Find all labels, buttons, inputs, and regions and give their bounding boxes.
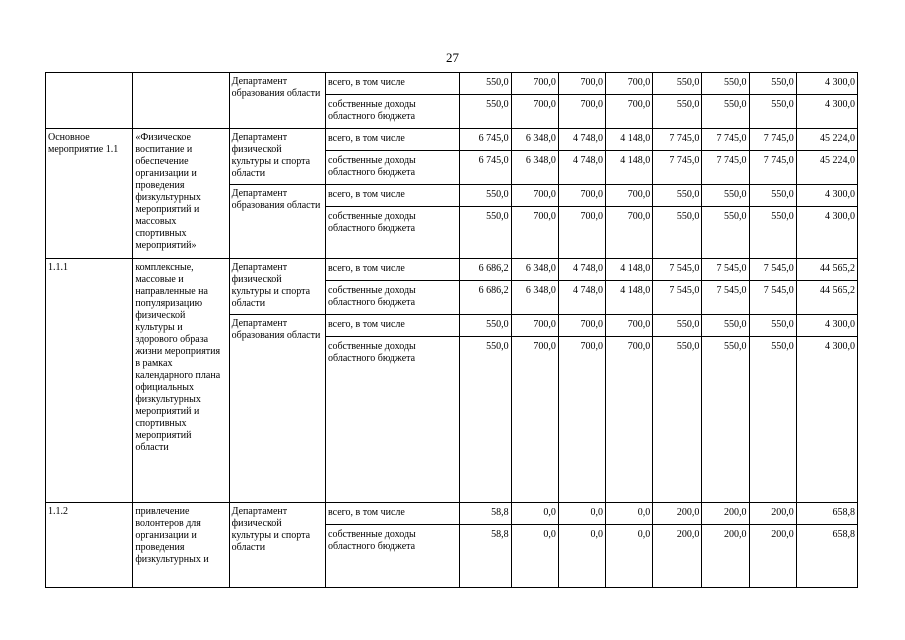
cell-value: 700,0 (606, 315, 653, 337)
cell-value: 700,0 (511, 185, 558, 207)
cell-value: 550,0 (653, 315, 702, 337)
cell-value: 550,0 (460, 315, 511, 337)
cell-value: 200,0 (702, 525, 749, 588)
cell-value: 550,0 (702, 73, 749, 95)
cell-label-own: собственные доходы областного бюджета (326, 95, 460, 129)
cell-name: «Физическое воспитание и обеспечение организации и проведения физкультурных мероприятий и массовых спортивных мероприятий» (133, 129, 229, 259)
table-row (46, 259, 858, 281)
cell-value: 550,0 (653, 73, 702, 95)
cell-value: 700,0 (558, 315, 605, 337)
page-number: 27 (446, 50, 459, 65)
cell-value: 4 148,0 (606, 259, 653, 281)
cell-total: 4 300,0 (796, 185, 857, 207)
cell-department: Департамент образования области (229, 185, 325, 259)
table-body (46, 73, 858, 588)
cell-value: 7 545,0 (653, 259, 702, 281)
cell-label-own: собственные доходы областного бюджета (326, 525, 460, 588)
cell-label-total: всего, в том числе (326, 503, 460, 525)
cell-value: 0,0 (511, 525, 558, 588)
cell-value: 7 745,0 (749, 129, 796, 151)
cell-value: 550,0 (702, 315, 749, 337)
cell-value: 550,0 (653, 207, 702, 259)
cell-department: Департамент образования области (229, 73, 325, 129)
cell-label-total: всего, в том числе (326, 73, 460, 95)
cell-value: 550,0 (653, 185, 702, 207)
cell-total: 4 300,0 (796, 337, 857, 503)
cell-value: 6 745,0 (460, 151, 511, 185)
cell-value: 550,0 (749, 95, 796, 129)
cell-label-total: всего, в том числе (326, 315, 460, 337)
cell-label-total: всего, в том числе (326, 259, 460, 281)
cell-value: 550,0 (460, 95, 511, 129)
cell-value: 6 348,0 (511, 129, 558, 151)
cell-value: 700,0 (558, 337, 605, 503)
cell-total: 4 300,0 (796, 315, 857, 337)
budget-table (45, 72, 858, 588)
cell-total: 4 300,0 (796, 95, 857, 129)
cell-department: Департамент образования области (229, 315, 325, 503)
cell-value: 550,0 (460, 337, 511, 503)
cell-value: 0,0 (511, 503, 558, 525)
cell-name: привлечение волонтеров для организации и проведения физкультурных и (133, 503, 229, 588)
table-row (46, 129, 858, 151)
cell-department: Департамент физической культуры и спорта области (229, 503, 325, 588)
cell-value: 700,0 (558, 95, 605, 129)
cell-value: 4 748,0 (558, 281, 605, 315)
cell-department: Департамент физической культуры и спорта области (229, 259, 325, 315)
cell-value: 700,0 (511, 207, 558, 259)
cell-value: 7 745,0 (653, 151, 702, 185)
cell-name: комплексные, массовые и направленные на популяризацию физической культуры и здорового образа жизни мероприятия в рамках календарного плана официальных физкультурных мероприятий и спортивных мероприятий области (133, 259, 229, 503)
cell-value: 4 748,0 (558, 129, 605, 151)
cell-value: 0,0 (558, 503, 605, 525)
cell-value: 700,0 (558, 185, 605, 207)
cell-value: 550,0 (653, 337, 702, 503)
cell-value: 700,0 (511, 337, 558, 503)
cell-code-empty (46, 73, 133, 129)
cell-value: 6 686,2 (460, 259, 511, 281)
cell-value: 700,0 (606, 73, 653, 95)
cell-value: 550,0 (749, 73, 796, 95)
cell-value: 6 348,0 (511, 151, 558, 185)
cell-value: 700,0 (511, 73, 558, 95)
cell-value: 550,0 (749, 207, 796, 259)
cell-value: 550,0 (749, 185, 796, 207)
cell-label-total: всего, в том числе (326, 185, 460, 207)
cell-value: 700,0 (606, 95, 653, 129)
cell-code: 1.1.1 (46, 259, 133, 503)
cell-total: 45 224,0 (796, 129, 857, 151)
cell-value: 0,0 (606, 525, 653, 588)
cell-value: 7 545,0 (749, 281, 796, 315)
cell-value: 550,0 (702, 337, 749, 503)
cell-value: 7 745,0 (653, 129, 702, 151)
cell-value: 7 545,0 (653, 281, 702, 315)
cell-value: 200,0 (749, 525, 796, 588)
cell-value: 4 148,0 (606, 129, 653, 151)
cell-total: 4 300,0 (796, 207, 857, 259)
cell-value: 7 545,0 (702, 259, 749, 281)
cell-value: 550,0 (702, 95, 749, 129)
cell-value: 58,8 (460, 525, 511, 588)
cell-value: 550,0 (653, 95, 702, 129)
cell-value: 6 745,0 (460, 129, 511, 151)
cell-value: 200,0 (749, 503, 796, 525)
cell-value: 0,0 (606, 503, 653, 525)
cell-code: 1.1.2 (46, 503, 133, 588)
cell-value: 7 545,0 (749, 259, 796, 281)
table-row (46, 73, 858, 95)
cell-label-own: собственные доходы областного бюджета (326, 207, 460, 259)
cell-total: 658,8 (796, 503, 857, 525)
cell-value: 550,0 (702, 185, 749, 207)
cell-name-empty (133, 73, 229, 129)
cell-label-own: собственные доходы областного бюджета (326, 281, 460, 315)
cell-value: 700,0 (606, 337, 653, 503)
cell-value: 700,0 (511, 315, 558, 337)
cell-value: 700,0 (606, 185, 653, 207)
cell-value: 550,0 (749, 337, 796, 503)
cell-value: 550,0 (460, 207, 511, 259)
cell-total: 44 565,2 (796, 281, 857, 315)
cell-value: 6 686,2 (460, 281, 511, 315)
cell-value: 4 748,0 (558, 259, 605, 281)
cell-value: 7 745,0 (702, 151, 749, 185)
cell-value: 4 148,0 (606, 281, 653, 315)
cell-total: 658,8 (796, 525, 857, 588)
cell-value: 700,0 (558, 73, 605, 95)
cell-label-total: всего, в том числе (326, 129, 460, 151)
cell-value: 550,0 (460, 185, 511, 207)
table-row (46, 503, 858, 525)
cell-value: 7 745,0 (749, 151, 796, 185)
cell-value: 4 148,0 (606, 151, 653, 185)
cell-value: 550,0 (460, 73, 511, 95)
cell-value: 58,8 (460, 503, 511, 525)
cell-value: 700,0 (511, 95, 558, 129)
cell-value: 7 545,0 (702, 281, 749, 315)
cell-label-own: собственные доходы областного бюджета (326, 151, 460, 185)
cell-value: 200,0 (653, 503, 702, 525)
cell-value: 7 745,0 (702, 129, 749, 151)
cell-value: 4 748,0 (558, 151, 605, 185)
cell-value: 550,0 (749, 315, 796, 337)
cell-value: 0,0 (558, 525, 605, 588)
cell-value: 700,0 (558, 207, 605, 259)
cell-value: 6 348,0 (511, 259, 558, 281)
cell-total: 4 300,0 (796, 73, 857, 95)
cell-total: 45 224,0 (796, 151, 857, 185)
cell-label-own: собственные доходы областного бюджета (326, 337, 460, 503)
cell-value: 200,0 (653, 525, 702, 588)
cell-value: 550,0 (702, 207, 749, 259)
cell-value: 700,0 (606, 207, 653, 259)
cell-total: 44 565,2 (796, 259, 857, 281)
cell-department: Департамент физической культуры и спорта области (229, 129, 325, 185)
cell-value: 6 348,0 (511, 281, 558, 315)
cell-code: Основное мероприятие 1.1 (46, 129, 133, 259)
cell-value: 200,0 (702, 503, 749, 525)
